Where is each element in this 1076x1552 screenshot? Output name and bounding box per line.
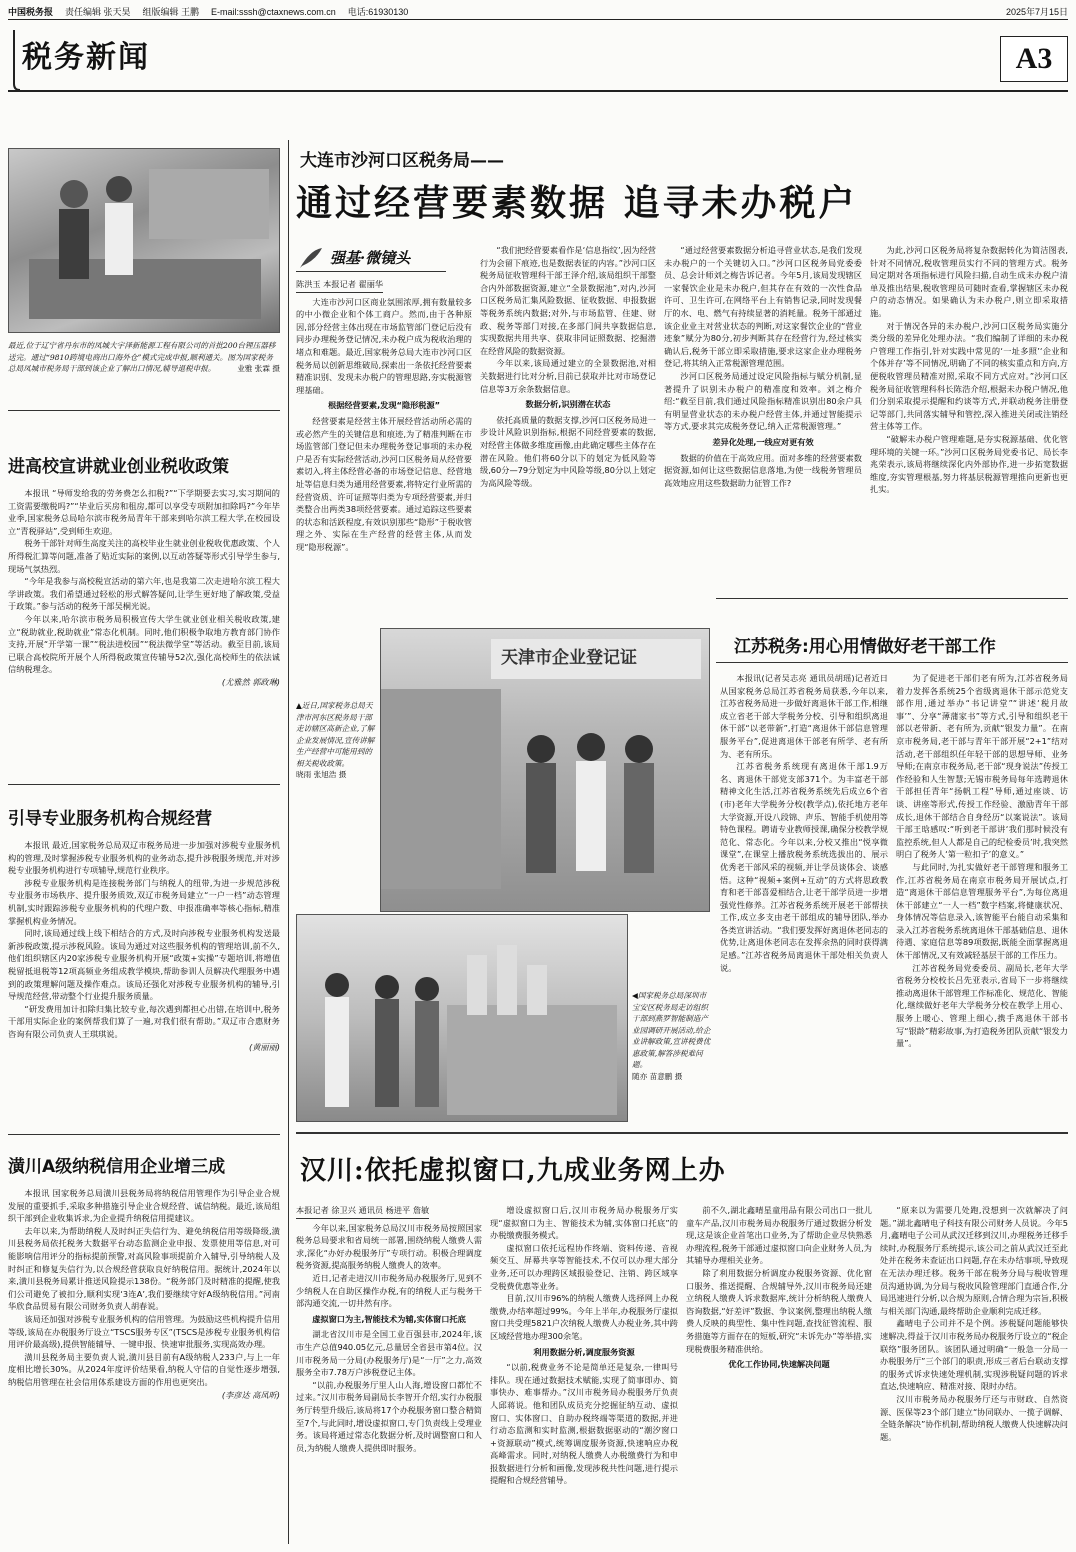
paragraph: 涉税专业服务机构是连接税务部门与纳税人的纽带,为进一步规范涉税专业服务市场秩序、提升服务质效,双辽市税务局建立“一户一档”动态管理机制,实时跟踪涉税专业服务机构的代理户数、申报准确率等核心指标,精准掌握机构业务情况。	[8, 877, 280, 926]
signature: (尤雅然 郭政琳)	[221, 676, 280, 687]
paragraph: 为此,沙河口区税务局将复杂数据转化为简洁图表,针对不同情况,税收管理员实行不同的管理方式。税务局定期对各项指标进行风险扫描,自动生成未办税户清单及推出结果,税收管理员可随时查看,掌握辖区未办税户的动态情况。如果确认为未办税户,则立即采取措施。	[870, 245, 1068, 318]
photo-tianjin	[380, 628, 710, 912]
paragraph: 增设虚拟窗口后,汉川市税务局办税服务厅实现“虚拟窗口为主、智能技术为辅,实体窗口托底”的办税缴费服务模式。	[490, 1205, 678, 1241]
story-credit	[8, 1152, 280, 1544]
tianjin-officers-photo-icon	[381, 629, 710, 912]
divider	[296, 1132, 1068, 1134]
masthead	[8, 24, 1068, 96]
paragraph: “原来以为需要几处跑,没想到一次就解决了问题。”湖北鑫晴电子科技有限公司财务人员说。今年5月,鑫晴电子公司从武汉迁移到汉川,办理税务迁移手续时,办税服务厅系统提示,该公司之前从武汉迁至此处并在税务未查证出口问题,存在未办结事项,导致现在无法办理迁移。税务干部在税务分局与税收管理员沟通协调,为分局与税收风险管理部门直通合作,分局迅速进行分析,以合规为原则,合情合理为宗旨,积极与相关部门沟通,最终帮助企业顺利完成迁移。	[880, 1205, 1068, 1316]
paragraph: 汉川市税务局办税服务厅还与市财政、自然资源、医保等23个部门建立“协同联办、一揽子调解、全链条解决”协作机制,帮助纳税人缴费人快速解决问题。	[880, 1393, 1068, 1442]
paragraph: 为了促进老干部们老有所为,江苏省税务局着力发挥各系统25个省级离退休干部示范党支部作用,通过举办“书记讲堂”“讲述‘税月故事’”、分享“薄蒲家书”等方式,引导和组织老干部以老带新、老有所为,贡献“银发力量”。在南京市税务局,老干部与青年干部开展“2+1”结对活动,老干部组织任年轻干部的思想导师、业务导师;在南京市税务局,老干部“现身说法”传授工作经验和人生智慧;无锡市税务局每年选聘退休干部担任青年“扬帆工程”导师,通过座谈、访谈、讲座等形式,传授工作经验、激励青年干部成长,退休干部结合自身经历“以案说法”。该局干部王晗感叹:“听到老干部讲‘我们那时候没有监控系统,但人人都是自己的纪检委员’时,我突然明白了税务人‘第一粒扣子’的意义。”	[896, 673, 1068, 860]
story-agencies	[8, 804, 280, 1124]
paragraph: 依托高质量的数据支撑,沙河口区税务局进一步设计风险识别指标,根据不同经营要素的数据,对经营主体做多维度画像,由此确定哪些主体存在潜在风险。他们将60分以下的划定为低风险等级,60分—79分划定为中风险等级,80分以上划定为高风险等级。	[480, 414, 656, 488]
paragraph: 对于情况各异的未办税户,沙河口区税务局实施分类分级的差异化处理办法。“我们编制了详细的未办税户管理工作指引,针对实践中常见的‘一址多照’‘企业和个体并存’等不同情况,明确了不同的核实重点和方向,方便税收管理员精准对照,采取不同方式应对。”沙河口区税务局征收管理科科长陈浩介绍,根据未办税户情况,他们分别采取提示提醒和约谈等方式,并联动税务注册登记等部门,共同落实辅导和管控,深入推进关闭或注销经营主体等工作。	[870, 320, 1068, 432]
photo-shenzhen-caption: ◀国家税务总局深圳市宝安区税务局走访组织干部到燕罗智能制造产业园调研开展活动,给企业讲解政策,宣讲税费优惠政策,解答涉税难问题。 随亦 苗意鹏 摄	[632, 991, 711, 1081]
paragraph: 经营要素是经营主体开展经营活动所必需的或必然产生的关键信息和痕迹,为了精准判断在市场监管部门登记但未办理税务登记事项的未办税户是否有实际经营活动,沙河口区税务局从经营要素切入,将主体经营必备的市场登记信息、经营地址等信息归类为通用经营要素,将特定行业所需的经营资质、许可证照等归类为专项经营要素,并归类整合出两类38项经营要素。通过追踪这些要素的状态和活跃程度,有效识别那些“隐形”于税收管理之外、实际在生产经营的经营主体,从而发现“隐形税源”。	[296, 415, 472, 552]
story-hanchuan-col-3	[686, 1204, 872, 1544]
column-rule	[288, 140, 289, 1544]
paragraph: 目前,汉川市96%的纳税人缴费人选择网上办税缴费,办结率超过99%。今年上半年,办税服务厅虚拟窗口共受理5821户次纳税人缴费人办税业务,其中跨区域经营地办理300余笔。	[490, 1293, 678, 1341]
paragraph: 本报讯(记者吴志亮 通讯员胡瑶)记者近日从国家税务总局江苏省税务局获悉,今年以来,江苏省税务局进一步做好离退休干部工作,相继成立省老干部大学税务分校、引导和组织离退休干部“以老带新”,打造“离退休干部信息管理服务平台”,促进离退休干部老有所学、老有所为、老有所乐。	[720, 673, 888, 759]
story-hanchuan-title: 汉川:依托虚拟窗口,九成业务网上办	[300, 1156, 726, 1186]
divider	[8, 1134, 280, 1135]
signature: (黄丽丽)	[249, 1041, 280, 1052]
issue-date: 2025年7月15日	[1005, 7, 1068, 17]
paragraph: “破解未办税户管理难题,是夯实税源基础、优化管理环境的关键一环。”沙河口区税务局党委书记、局长李兆荣表示,该局将继续深化内外部协作,进一步拓宽数据维度,夯实管理根基,努力将基层税源管理推向更新也更扎实。	[870, 433, 1068, 495]
paragraph: 大连市沙河口区商业氛围浓厚,拥有数量较多的中小微企业和个体工商户。然而,由于各种原因,部分经营主体出现在市场监管部门登记后没有同步办理税务登记情况,未办税户成为税收治理的堵点和难题。最近,国家税务总局大连市沙河口区税务局以创新思维破局,探索出一条依托经营要素精准识别、发现未办税户的管理思路,夯实税源管理基础。	[296, 296, 472, 395]
paragraph: 税务干部针对师生高度关注的高校毕业生就业创业税收优惠政策、个人所得税汇算等问题,准备了贴近实际的案例,以互动答疑等形式引导学生参与,现场气氛热烈。	[8, 538, 280, 574]
phone: 电话:61930130	[347, 7, 409, 17]
subheading: 利用数据分析,调度服务资源	[533, 1346, 635, 1357]
paragraph: 去年以来,为帮助纳税人及时纠正失信行为、避免纳税信用等级降级,潢川县税务局依托税务大数据平台动态监测企业申报、发票使用等信息,对可能影响信用评分的指标提前预警,对高风险事项提前介入辅导,引导纳税人及时纠正和修复失信行为,以合规经营获取良好纳税信用。据统计,2024年以来,潢川县税务局累计推送风险提示138份。“税务部门及时精准的提醒,使我们公司避免了被扣分,顺利实现‘3连A’,我们要继续守好A级纳税信用。”河南华欣食品贸易有限公司财务负责人胡春说。	[8, 1225, 280, 1312]
story-credit-title: 潢川A级纳税信用企业增三成	[8, 1157, 226, 1177]
paragraph: “研发费用加计扣除归集比较专业,每次遇到都担心出错,在培训中,税务干部用实际企业的案例帮我们算了一遍,对我们很有帮助。”双辽市合惠财务咨询有限公司负责人王琪琪说。	[8, 1003, 280, 1039]
paragraph: “通过经营要素数据分析追寻营业状态,是我们发现未办税户的一个关键切入口。”沙河口区税务局党委委员、总会计师刘之梅告诉记者。今年5月,该局发现辖区一家餐饮企业是未办税户,但其存在有效的一次性食品许可、卫生许可,在网络平台上有销售记录,同时发现餐厅的水、电、燃气有持续显著的消耗量。税务干部通过该企业业主对营业状态的判断,对这家餐饮企业的“营业迹象”赋分为80分,初步判断其存在经营行为,经过核实确认后,税务干部立即采取措施,要求这家企业办理税务登记,将其纳入正常税源管理范围。	[664, 245, 862, 369]
designer: 组版编辑 王鹏	[142, 7, 200, 17]
feature-headline	[296, 146, 1068, 228]
divider	[716, 598, 1068, 599]
story-agencies-title: 引导专业服务机构合规经营	[8, 809, 212, 829]
signature: (李彦达 高凤昕)	[221, 1389, 280, 1400]
story-agencies-body	[8, 839, 280, 1053]
story-jiangsu-col-1	[720, 672, 888, 1122]
feather-icon	[296, 246, 324, 270]
paragraph: “以前,税费业务不论是简单还是复杂,一律叫号排队。现在通过数据技术赋能,实现了简事即办、简事快办、难事帮办。”汉川市税务局办税服务厅负责人邱蒋说。他和团队成员充分挖掘征纳互动、虚拟窗口、实体窗口、自助办税终端等渠道的数据,并进行动态监测和实时监测,根据数据驱动的“潮汐窗口+资源联动”模式,统筹调度服务资源,快速响应办税高峰需求。同时,对纳税人缴费人办税缴费行为和申报数据进行分析和画像,发现涉税共性问题,进行提示提醒和合规经营辅导。	[490, 1362, 678, 1486]
paragraph: 鑫晴电子公司并不是个例。涉税疑问题能够快速解决,得益于汉川市税务局办税服务厅设立的“税企联络”服务团队。该团队通过明确“一般急一分局一办税服务厅”三个部门的职责,形成三者后台联动支撑的服务式诉求快速处理机制,实现涉税疑问题的诉求直达,快速响应、精准对接、限时办结。	[880, 1318, 1068, 1392]
feature-title: 通过经营要素数据 追寻未办税户	[296, 182, 858, 224]
feature-col-3	[664, 244, 862, 589]
photo-credit: 晓雨 张旭浩 摄	[296, 770, 347, 779]
page-number: A3	[1000, 36, 1068, 82]
photo-shenzhen	[296, 914, 628, 1122]
section-title: 税务新闻	[22, 41, 150, 74]
story-campus-body	[8, 487, 280, 689]
story-hanchuan-col-1	[296, 1204, 482, 1544]
officers-photo-icon	[9, 149, 280, 333]
photo-export-caption: 最近,位于辽宁省丹东市的凤城大宇泽新能源工程有限公司的首批200台锂压器移送完。通过“9810跨境电商出口海外仓”模式完成申报,顺利通关。图为国家税务总局凤城市税务局干部到该企业了解出口情况,辅导退税申报。 业雅 张霖 摄	[8, 341, 280, 373]
paragraph: 虚拟窗口依托远程协作终端、资料传递、音视频交互、屏幕共享等智能技术,不仅可以办理大部分业务,还可以办理跨区域报验登记、注销、跨区域享受税费优惠等业务。	[490, 1242, 678, 1291]
story-hanchuan-col-2	[490, 1204, 678, 1544]
paragraph: 今年以来,国家税务总局汉川市税务局按照国家税务总局要求和省局统一部署,围绕纳税人缴费人需求,深化“办好办税服务厅”专项行动。积极合理调度税务资源,提高服务纳税人缴费人的效率。	[296, 1222, 482, 1271]
editor: 责任编辑 张天昊	[65, 7, 131, 17]
story-credit-body	[8, 1187, 280, 1401]
story-hanchuan-byline: 本报记者 徐卫兴 通讯员 杨进平 詹敏	[296, 1204, 429, 1219]
paragraph: 与此同时,为扎实做好老干部管理和服务工作,江苏省税务局在南京市税务局开展试点,打造“离退休干部信息管理服务平台”,为每位离退休干部建立“一人一档”数字档案,将健康状况、身体情况等信息录入,该智能平台能自动采集和录入江苏省税务系统离退休干部基础信息、退休待遇、家庭信息等89项数据,既能全面掌握离退休干部情况,又有效减轻基层干部的工作压力。	[896, 861, 1068, 961]
paragraph: 今年以来,哈尔滨市税务局积极宣传大学生就业创业相关税收政策,建立“税助就业,税助就业”常态化机制。同时,他们积极争取地方教育部门协作支持,开展“开学第一课”“税法进校园”“税法微学堂”等活动。截至目前,该局已联合高校院所开展个人所得税政策宣传辅导52次,强化高校师生的依法诚信纳税理念。	[8, 613, 280, 675]
paragraph: 本报讯 “导师发给我的劳务费怎么扣税?”“下学期要去实习,实习期间的工资需要缴税吗?”“毕业后买房和租房,都可以享受专项附加扣除吗?”今年毕业季,国家税务总局哈尔滨市税务局青年干部来到哈尔滨工程大学,在校园设立“青税驿站”,受到师生欢迎。	[8, 488, 280, 536]
photo-tianjin-caption: ▲近日,国家税务总局天津市河东区税务局干部走访辖区高新企业,了解企业发展情况,宣传讲解生产经营中可能用到的相关税收政策。 晓雨 张旭浩 摄	[296, 701, 375, 779]
paragraph: 江苏省税务局党委委员、副局长,老年大学省税务分校校长吕先亚表示,省局下一步将继续推动离退休干部管理工作标准化、规范化、智能化,继续做好老年大学税务分校在教学上用心、服务上暖心、管理上细心,携手离退休干部书写“银龄”精彩故事,为打造税务团队贡献“银发力量”。	[896, 962, 1068, 1049]
paragraph: “今年是我参与高校税宣活动的第六年,也是我第二次走进哈尔滨工程大学讲政策。我们希望通过轻松的形式解答疑问,让学生更好地了解政策,受益于政策。”参与活动的税务干部吴桐光说。	[8, 576, 280, 612]
subheading: 数据分析,识别潜在状态	[525, 399, 611, 410]
paragraph: 前不久,湖北鑫晴星童用品有限公司出口一批儿童车产品,汉川市税务局办税服务厅通过数据分析发现,这是该企业首笔出口业务,为了帮助企业尽快熟悉办理流程,税务干部通过虚拟窗口向企业财务人员,为其辅导办理相关业务。	[686, 1205, 872, 1266]
paragraph: 除了利用数据分析调度办税服务资源、优化窗口服务、推送提醒、合规辅导外,汉川市税务局还建立纳税人缴费人诉求数据库,统计分析纳税人缴费人咨询数据,“好差评”数据、争议案例,整理出纳税人缴费人反映的典型性、集中性问题,查找征管流程、服务措施等方面存在的短板,研究“未诉先办”等举措,实现税费服务精准供给。	[686, 1267, 872, 1354]
subheading: 优化工作协同,快速解决问题	[728, 1359, 830, 1370]
subheading: 差异化处理,一线应对更有效	[712, 436, 814, 447]
paragraph: 该局还加强对涉税专业服务机构的信用管理。为鼓励这些机构提升信用等级,该局在办税服务厅设立“TSCS服务专区”(TSCS是涉税专业服务机构信用评价最高级),提供智能辅导、一键申报、快速审批服务,实现高效办理。	[8, 1313, 280, 1350]
subheading: 根据经营要素,发现“隐形税源”	[327, 400, 441, 411]
feature-col-1	[296, 278, 472, 628]
paragraph: 潢川县税务局主要负责人说,潢川县目前有A级纳税人233户,与上一年度相比增长30%。从2024年度评价结果看,纳税人守信的自觉性逐步增强,纳税信用管理在社会信用体系建设方面的作用也更突出。	[8, 1351, 280, 1387]
story-jiangsu-col-2	[896, 672, 1068, 1122]
story-jiangsu-title: 江苏税务:用心用情做好老干部工作	[734, 637, 996, 657]
paragraph: “以前,办税服务厅里人山人海,增设窗口都忙不过来。”汉川市税务局副局长李智开介绍,实行办税服务厅转型升级后,该局将17个办税服务窗口整合精简至7个,与此同时,增设虚拟窗口,专门负责线上受理业务。该局将通过常态化数据分析,及时调整窗口和人员,为纳税人缴费人提供即时服务。	[296, 1379, 482, 1453]
divider	[716, 662, 1068, 663]
photo-credit: 业雅 张霖 摄	[237, 364, 280, 373]
feature-kicker: 大连市沙河口区税务局——	[300, 151, 504, 171]
divider	[8, 784, 280, 785]
paragraph: 湖北省汉川市是全国工业百强县市,2024年,该市生产总值940.05亿元,总量居全省县市第4位。汉川市税务局一分局(办税服务厅)是“一厅”之力,高效服务全市7.78万户涉税登记主体。	[296, 1329, 482, 1378]
subheading: 虚拟窗口为主,智能技术为辅,实体窗口托底	[312, 1313, 466, 1324]
shenzhen-model-photo-icon	[297, 915, 628, 1122]
photo-export-inspection	[8, 148, 280, 333]
feature-byline: 陈洪玉 本报记者 翟丽华	[296, 278, 383, 293]
sign-text: 天津市企业登记证	[501, 648, 637, 668]
paragraph: 近日,记者走进汉川市税务局办税服务厅,见到不少纳税人在自助区操作办税,有的纳税人正与税务干部沟通交流,一切井然有序。	[296, 1272, 482, 1309]
masthead-rule	[8, 90, 1068, 92]
feature-col-2	[480, 244, 656, 628]
story-campus-title: 进高校宣讲就业创业税收政策	[8, 457, 229, 477]
divider	[8, 410, 280, 411]
paragraph: 本报讯 国家税务总局潢川县税务局将纳税信用管理作为引导企业合规发展的重要抓手,采取多种措施引导企业合规经营、诚信纳税。最近,该局组织干部到企业收集诉求,为企业提升纳税信用提建议。	[8, 1188, 280, 1224]
paragraph: 今年以来,该局通过建立的全景数据池,对相关数据进行比对分析,目前已获取并比对市场登记信息等3万余条数据信息。	[480, 358, 656, 394]
paragraph: “我们把经营要素看作是‘信息指纹’,因为经营行为会留下痕迹,也是数据表征的内容。”沙河口区税务局征收管理科干部王泽介绍,该局组织干部整合内外部数据资源,建立“全景数据池”,对内,沙河口区税务局汇集风险数据、征收数据、申报数据等税务系统内数据;对外,与市场监管、住建、财政、税务等部门对接,在多部门间共享数据信息,实现数据共用共享、获取非同证照数据、挖掘潜在经营风险的数据资源。	[480, 245, 656, 356]
paragraph: 同时,该局通过线上线下相结合的方式,及时向涉税专业服务机构发送最新涉税政策,提示涉税风险。该局为通过对这些服务机构的管理培训,前不久,他们组织辖区内20家涉税专业服务机构开展“政策+实操”专题培训,将增值税留抵退税等12项高频业务组成教学模块,帮助参训人员解决代理服务中遇到的政策理解问题及操作难点。该局还强化对涉税专业服务机构的辅导,引导规范经营,带动整个行业提升服务质量。	[8, 928, 280, 1002]
story-hanchuan-col-4	[880, 1204, 1068, 1544]
paragraph: 数据的价值在于高效应用。面对多维的经营要素数据资源,如何让这些数据信息落地,为使一线税务管理员高效地应用这些数据助力征管工作?	[664, 452, 862, 488]
paragraph: 江苏省税务系统现有离退休干部1.9万名、离退休干部党支部371个。为丰富老干部精神文化生活,江苏省税务系统先后成立6个省(市)老年大学税务分校(教学点),依托地方老年大学资源,开设八段锦、声乐、智能手机使用等特色课程。聘请专业教师授课,确保分校教学规范化、常态化。今年以来,分校又推出“悦享微课堂”,在课堂上播放税务系统选拔出的、展示优秀老干部风采的视频,并让学员谈体会、谈感悟。这种“视频+案例+互动”的方式将思政教育和老干部喜爱相结合,让老干部学员进一步增强党性修养。江苏省税务系统开展老干部帮扶工作,成立多支由老干部组成的辅导团队,举办各类宣讲活动。“我们要发挥好离退休老同志的优势,让离退休老同志在发挥余热的同时获得满足感。”江苏省税务局离退休干部处相关负责人说。	[720, 761, 888, 973]
photo-credit: 随亦 苗意鹏 摄	[632, 1071, 683, 1081]
paragraph: 本报讯 最近,国家税务总局双辽市税务局进一步加强对涉税专业服务机构的管理,及时掌握涉税专业服务机构的业务动态,提升涉税服务规范,并对涉税专业服务机构进行专项辅导,规范行业秩序。	[8, 840, 280, 876]
feature-col-4	[870, 244, 1068, 589]
paper-name: 中国税务报	[8, 7, 54, 17]
column-logo: 强基·微镜头	[296, 244, 446, 272]
page-header	[8, 4, 1068, 20]
email: E-mail:sssh@ctaxnews.com.cn	[211, 6, 336, 17]
paragraph: 沙河口区税务局通过设定风险指标与赋分机制,显著提升了识别未办税户的精准度和效率。刘之梅介绍:“截至目前,我们通过风险指标精准识别出80余户具有明显营业状态的未办税户经营主体,并通过智能提示等方式,要求其完成税务登记,纳入正常税源管理。”	[664, 370, 862, 432]
story-campus	[8, 452, 280, 772]
